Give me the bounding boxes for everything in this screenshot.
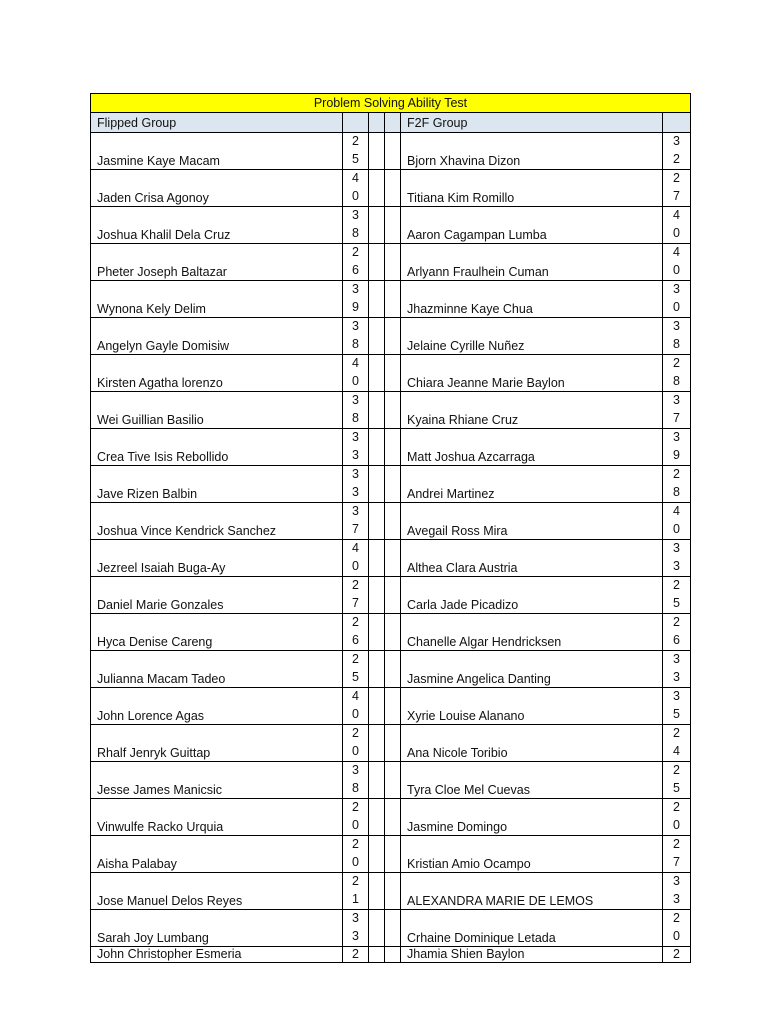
empty-cell <box>385 244 401 281</box>
f2f-score <box>663 133 691 170</box>
table-row <box>91 281 691 318</box>
f2f-score: 2 <box>663 947 691 963</box>
table-row <box>91 836 691 873</box>
empty-cell <box>369 392 385 429</box>
score-digit: 0 <box>352 817 359 832</box>
empty-cell <box>369 466 385 503</box>
table-row <box>91 910 691 947</box>
f2f-score <box>663 873 691 910</box>
score-digit: 0 <box>352 743 359 758</box>
flipped-group-header: Flipped Group <box>91 113 343 133</box>
f2f-student-name: Jasmine Angelica Danting <box>401 651 663 688</box>
score-digit: 3 <box>352 763 359 777</box>
score-digit: 1 <box>352 891 359 906</box>
table-row <box>91 355 691 392</box>
f2f-student-name: Kristian Amio Ocampo <box>401 836 663 873</box>
flipped-score <box>343 170 369 207</box>
score-digit: 5 <box>352 669 359 684</box>
flipped-student-name: Kirsten Agatha lorenzo <box>91 355 343 392</box>
f2f-student-name: Avegail Ross Mira <box>401 503 663 540</box>
flipped-student-name: Jaden Crisa Agonoy <box>91 170 343 207</box>
flipped-score <box>343 873 369 910</box>
score-digit: 8 <box>673 336 680 351</box>
empty-cell <box>369 355 385 392</box>
empty-cell <box>369 688 385 725</box>
f2f-score <box>663 910 691 947</box>
f2f-score <box>663 799 691 836</box>
f2f-student-name: ALEXANDRA MARIE DE LEMOS <box>401 873 663 910</box>
score-digit: 2 <box>352 578 359 592</box>
empty-cell <box>385 651 401 688</box>
empty-cell <box>369 947 385 963</box>
score-digit: 3 <box>673 393 680 407</box>
score-digit: 3 <box>352 467 359 481</box>
empty-cell <box>369 133 385 170</box>
score-digit: 2 <box>673 578 680 592</box>
flipped-student-name: Sarah Joy Lumbang <box>91 910 343 947</box>
score-digit: 2 <box>673 837 680 851</box>
f2f-student-name: Crhaine Dominique Letada <box>401 910 663 947</box>
empty-cell <box>369 577 385 614</box>
empty-cell <box>385 207 401 244</box>
score-digit: 3 <box>352 504 359 518</box>
flipped-student-name: Jasmine Kaye Macam <box>91 133 343 170</box>
table-row <box>91 207 691 244</box>
f2f-score <box>663 651 691 688</box>
flipped-student-name: Wynona Kely Delim <box>91 281 343 318</box>
score-digit: 3 <box>673 558 680 573</box>
f2f-score <box>663 577 691 614</box>
table-row <box>91 429 691 466</box>
empty-cell <box>369 836 385 873</box>
score-digit: 3 <box>673 282 680 296</box>
empty-cell <box>369 281 385 318</box>
flipped-score <box>343 503 369 540</box>
score-digit: 4 <box>352 356 359 370</box>
f2f-score <box>663 281 691 318</box>
empty-cell <box>385 133 401 170</box>
f2f-student-name: Jhazminne Kaye Chua <box>401 281 663 318</box>
flipped-score <box>343 466 369 503</box>
flipped-student-name: Hyca Denise Careng <box>91 614 343 651</box>
score-digit: 3 <box>673 134 680 148</box>
score-digit: 7 <box>673 188 680 203</box>
flipped-score <box>343 392 369 429</box>
empty-cell <box>385 799 401 836</box>
score-digit: 3 <box>673 430 680 444</box>
empty-cell <box>369 762 385 799</box>
f2f-student-name: Aaron Cagampan Lumba <box>401 207 663 244</box>
table-row <box>91 170 691 207</box>
f2f-score <box>663 503 691 540</box>
flipped-student-name: Julianna Macam Tadeo <box>91 651 343 688</box>
score-digit: 9 <box>352 299 359 314</box>
f2f-student-name: Kyaina Rhiane Cruz <box>401 392 663 429</box>
f2f-student-name: Titiana Kim Romillo <box>401 170 663 207</box>
score-digit: 7 <box>352 521 359 536</box>
score-digit: 2 <box>352 837 359 851</box>
score-digit: 3 <box>673 652 680 666</box>
table-row <box>91 873 691 910</box>
score-digit: 2 <box>352 726 359 740</box>
score-digit: 4 <box>352 689 359 703</box>
score-digit: 0 <box>673 299 680 314</box>
score-digit: 0 <box>352 188 359 203</box>
empty-cell <box>385 466 401 503</box>
flipped-student-name: Jesse James Manicsic <box>91 762 343 799</box>
score-digit: 3 <box>673 669 680 684</box>
score-digit: 3 <box>352 447 359 462</box>
score-digit: 8 <box>352 225 359 240</box>
f2f-group-header: F2F Group <box>401 113 663 133</box>
flipped-score <box>343 318 369 355</box>
score-digit: 7 <box>352 595 359 610</box>
flipped-student-name: Aisha Palabay <box>91 836 343 873</box>
score-digit: 2 <box>352 652 359 666</box>
score-digit: 7 <box>673 854 680 869</box>
empty-cell <box>369 207 385 244</box>
empty-cell <box>369 244 385 281</box>
empty-cell <box>385 577 401 614</box>
table-row <box>91 614 691 651</box>
flipped-score <box>343 244 369 281</box>
score-digit: 4 <box>352 541 359 555</box>
score-digit: 8 <box>352 410 359 425</box>
score-digit: 3 <box>673 319 680 333</box>
f2f-student-name: Tyra Cloe Mel Cuevas <box>401 762 663 799</box>
title-row <box>91 94 691 113</box>
score-digit: 2 <box>673 726 680 740</box>
score-digit: 3 <box>673 891 680 906</box>
score-digit: 3 <box>352 430 359 444</box>
table-row <box>91 133 691 170</box>
score-digit: 6 <box>352 262 359 277</box>
f2f-student-name: Jasmine Domingo <box>401 799 663 836</box>
empty-cell <box>369 170 385 207</box>
table-row <box>91 392 691 429</box>
f2f-score <box>663 836 691 873</box>
header-blank-cell <box>369 113 385 133</box>
score-digit: 0 <box>673 817 680 832</box>
score-digit: 0 <box>673 521 680 536</box>
score-digit: 0 <box>352 558 359 573</box>
empty-cell <box>369 429 385 466</box>
empty-cell <box>369 725 385 762</box>
table-row <box>91 947 691 963</box>
score-digit: 2 <box>673 467 680 481</box>
f2f-score <box>663 318 691 355</box>
score-digit: 3 <box>673 874 680 888</box>
score-digit: 3 <box>352 393 359 407</box>
f2f-student-name: Bjorn Xhavina Dizon <box>401 133 663 170</box>
score-digit: 6 <box>352 632 359 647</box>
score-digit: 5 <box>673 595 680 610</box>
flipped-score <box>343 207 369 244</box>
flipped-student-name: Angelyn Gayle Domisiw <box>91 318 343 355</box>
flipped-student-name: Vinwulfe Racko Urquia <box>91 799 343 836</box>
flipped-score <box>343 799 369 836</box>
score-digit: 0 <box>352 854 359 869</box>
score-digit: 2 <box>673 356 680 370</box>
f2f-student-name: Althea Clara Austria <box>401 540 663 577</box>
f2f-score <box>663 614 691 651</box>
flipped-student-name: Daniel Marie Gonzales <box>91 577 343 614</box>
table-row <box>91 466 691 503</box>
f2f-student-name: Andrei Martinez <box>401 466 663 503</box>
empty-cell <box>385 614 401 651</box>
empty-cell <box>369 651 385 688</box>
flipped-score <box>343 651 369 688</box>
empty-cell <box>369 799 385 836</box>
flipped-score <box>343 540 369 577</box>
flipped-score <box>343 762 369 799</box>
header-row <box>91 113 691 133</box>
flipped-score <box>343 577 369 614</box>
flipped-score <box>343 614 369 651</box>
score-digit: 3 <box>352 484 359 499</box>
score-digit: 4 <box>673 208 680 222</box>
f2f-score <box>663 244 691 281</box>
empty-cell <box>369 318 385 355</box>
empty-cell <box>385 725 401 762</box>
empty-cell <box>385 429 401 466</box>
score-digit: 8 <box>352 336 359 351</box>
table-row <box>91 540 691 577</box>
score-digit: 2 <box>673 615 680 629</box>
score-digit: 0 <box>352 373 359 388</box>
header-blank-cell <box>663 113 691 133</box>
score-digit: 5 <box>673 706 680 721</box>
f2f-score <box>663 170 691 207</box>
score-digit: 3 <box>352 282 359 296</box>
score-digit: 3 <box>352 911 359 925</box>
score-digit: 5 <box>673 780 680 795</box>
score-digit: 4 <box>352 171 359 185</box>
score-digit: 2 <box>352 615 359 629</box>
flipped-score <box>343 429 369 466</box>
empty-cell <box>385 688 401 725</box>
f2f-score <box>663 429 691 466</box>
table-row <box>91 318 691 355</box>
f2f-student-name: Matt Joshua Azcarraga <box>401 429 663 466</box>
score-digit: 0 <box>352 706 359 721</box>
score-digit: 2 <box>352 874 359 888</box>
flipped-score <box>343 910 369 947</box>
empty-cell <box>369 873 385 910</box>
f2f-student-name: Jhamia Shien Baylon <box>401 947 663 963</box>
empty-cell <box>385 873 401 910</box>
flipped-student-name: John Lorence Agas <box>91 688 343 725</box>
score-digit: 6 <box>673 632 680 647</box>
table-row <box>91 651 691 688</box>
empty-cell <box>385 910 401 947</box>
empty-cell <box>385 392 401 429</box>
empty-cell <box>385 540 401 577</box>
flipped-score <box>343 281 369 318</box>
score-digit: 0 <box>673 928 680 943</box>
flipped-student-name: Jave Rizen Balbin <box>91 466 343 503</box>
empty-cell <box>385 318 401 355</box>
f2f-score <box>663 207 691 244</box>
score-digit: 7 <box>673 410 680 425</box>
flipped-student-name: Wei Guillian Basilio <box>91 392 343 429</box>
score-digit: 2 <box>673 911 680 925</box>
score-digit: 2 <box>352 800 359 814</box>
flipped-score <box>343 355 369 392</box>
table-row <box>91 577 691 614</box>
score-digit: 0 <box>673 262 680 277</box>
empty-cell <box>385 947 401 963</box>
score-digit: 3 <box>352 208 359 222</box>
flipped-student-name: Joshua Vince Kendrick Sanchez <box>91 503 343 540</box>
score-digit: 4 <box>673 743 680 758</box>
header-blank-cell <box>385 113 401 133</box>
f2f-student-name: Ana Nicole Toribio <box>401 725 663 762</box>
f2f-student-name: Chanelle Algar Hendricksen <box>401 614 663 651</box>
f2f-student-name: Chiara Jeanne Marie Baylon <box>401 355 663 392</box>
score-digit: 2 <box>352 245 359 259</box>
f2f-score <box>663 540 691 577</box>
score-digit: 3 <box>673 541 680 555</box>
flipped-score <box>343 725 369 762</box>
flipped-score <box>343 836 369 873</box>
score-digit: 0 <box>673 225 680 240</box>
f2f-score <box>663 688 691 725</box>
results-table <box>90 93 691 963</box>
score-digit: 3 <box>673 689 680 703</box>
empty-cell <box>385 503 401 540</box>
table-title: Problem Solving Ability Test <box>91 94 691 113</box>
empty-cell <box>385 281 401 318</box>
score-digit: 2 <box>673 800 680 814</box>
flipped-student-name: Jezreel Isaiah Buga-Ay <box>91 540 343 577</box>
f2f-score <box>663 355 691 392</box>
empty-cell <box>369 540 385 577</box>
flipped-student-name: Jose Manuel Delos Reyes <box>91 873 343 910</box>
flipped-student-name: John Christopher Esmeria <box>91 947 343 963</box>
f2f-student-name: Jelaine Cyrille Nuñez <box>401 318 663 355</box>
flipped-student-name: Crea Tive Isis Rebollido <box>91 429 343 466</box>
flipped-student-name: Rhalf Jenryk Guittap <box>91 725 343 762</box>
table-row <box>91 725 691 762</box>
flipped-student-name: Pheter Joseph Baltazar <box>91 244 343 281</box>
f2f-student-name: Carla Jade Picadizo <box>401 577 663 614</box>
table-row <box>91 799 691 836</box>
flipped-score <box>343 688 369 725</box>
flipped-score: 2 <box>343 947 369 963</box>
f2f-student-name: Xyrie Louise Alanano <box>401 688 663 725</box>
score-digit: 3 <box>352 928 359 943</box>
score-digit: 9 <box>673 447 680 462</box>
table-row <box>91 688 691 725</box>
f2f-score <box>663 762 691 799</box>
flipped-score <box>343 133 369 170</box>
score-digit: 5 <box>352 151 359 166</box>
empty-cell <box>369 614 385 651</box>
table-row <box>91 503 691 540</box>
score-digit: 4 <box>673 245 680 259</box>
empty-cell <box>385 836 401 873</box>
f2f-score <box>663 392 691 429</box>
score-digit: 2 <box>673 171 680 185</box>
score-digit: 8 <box>352 780 359 795</box>
empty-cell <box>385 762 401 799</box>
f2f-score <box>663 725 691 762</box>
table-row <box>91 244 691 281</box>
score-digit: 8 <box>673 484 680 499</box>
score-digit: 3 <box>352 319 359 333</box>
f2f-student-name: Arlyann Fraulhein Cuman <box>401 244 663 281</box>
score-digit: 2 <box>673 151 680 166</box>
score-digit: 2 <box>673 763 680 777</box>
header-blank-cell <box>343 113 369 133</box>
empty-cell <box>385 355 401 392</box>
empty-cell <box>369 503 385 540</box>
empty-cell <box>369 910 385 947</box>
f2f-score <box>663 466 691 503</box>
score-digit: 4 <box>673 504 680 518</box>
empty-cell <box>385 170 401 207</box>
table-row <box>91 762 691 799</box>
score-digit: 2 <box>352 134 359 148</box>
flipped-student-name: Joshua Khalil Dela Cruz <box>91 207 343 244</box>
score-digit: 8 <box>673 373 680 388</box>
